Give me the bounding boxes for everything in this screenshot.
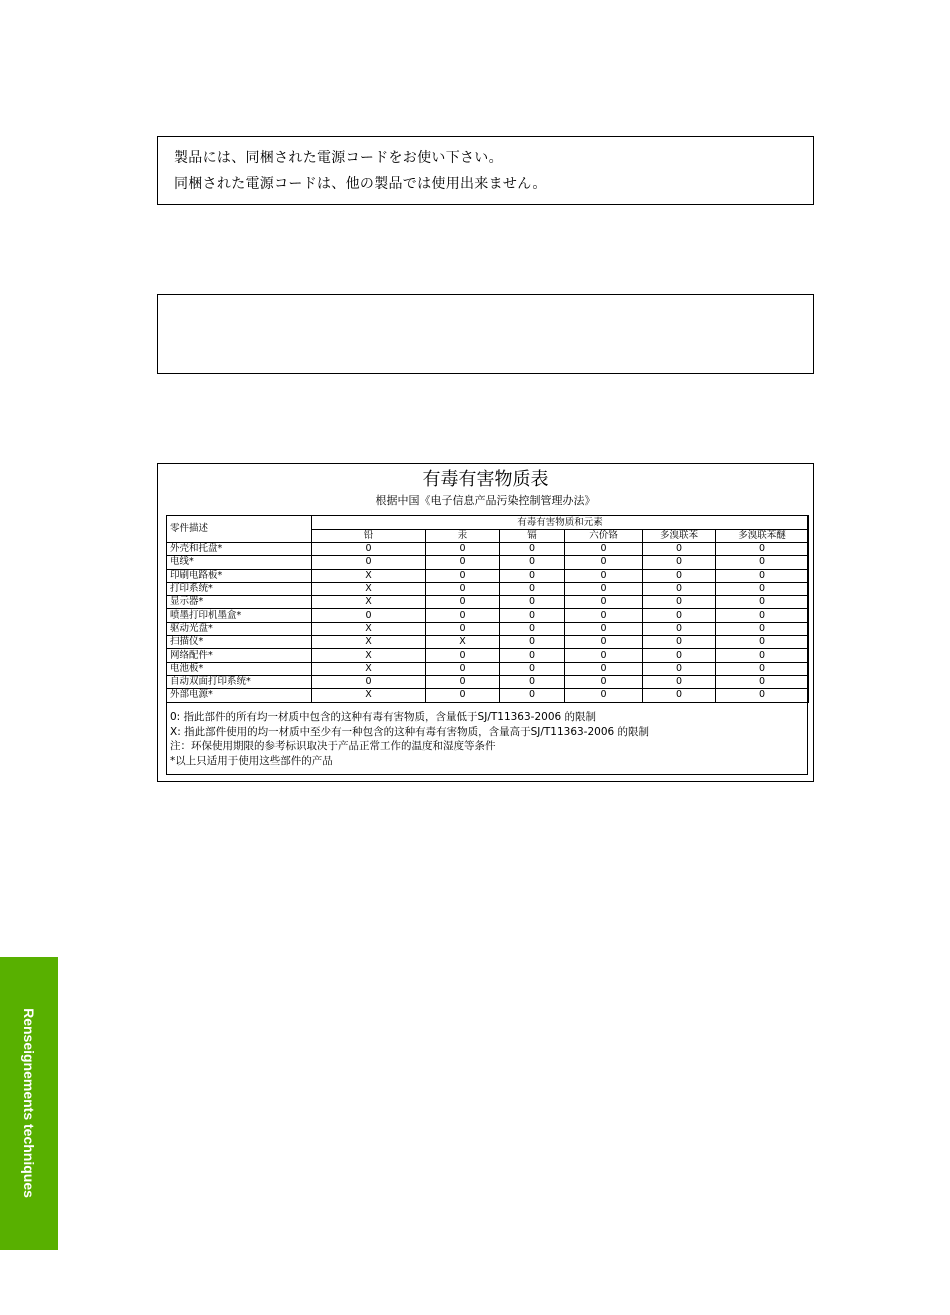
- component-name: 电池板*: [167, 662, 312, 675]
- substance-value: 0: [643, 569, 716, 582]
- substance-value: 0: [565, 622, 643, 635]
- substance-value: 0: [716, 622, 809, 635]
- substance-header: 铅: [312, 530, 426, 543]
- substance-value: 0: [643, 636, 716, 649]
- substance-value: X: [312, 649, 426, 662]
- substance-value: 0: [565, 569, 643, 582]
- substance-value: 0: [426, 675, 500, 688]
- substance-value: 0: [500, 596, 565, 609]
- substance-value: 0: [426, 689, 500, 702]
- substance-header: 多溴联苯: [643, 530, 716, 543]
- substance-value: 0: [643, 622, 716, 635]
- substance-value: 0: [500, 689, 565, 702]
- substance-value: 0: [643, 689, 716, 702]
- table-notes: [170, 710, 649, 768]
- substance-value: 0: [643, 675, 716, 688]
- component-name: 外壳和托盘*: [167, 543, 312, 556]
- table-title: 有毒有害物质表: [422, 469, 549, 490]
- substance-header: 多溴联苯醚: [716, 530, 809, 543]
- substance-header: 镉: [500, 530, 565, 543]
- substance-value: X: [312, 662, 426, 675]
- substance-value: 0: [716, 636, 809, 649]
- substance-value: 0: [565, 689, 643, 702]
- substances-header: 有毒有害物质和元素: [312, 516, 809, 530]
- empty-notice-box: [157, 294, 814, 374]
- substance-value: X: [312, 569, 426, 582]
- table-row: [167, 596, 809, 609]
- substance-value: 0: [500, 543, 565, 556]
- component-name: 显示器*: [167, 596, 312, 609]
- substance-value: 0: [500, 636, 565, 649]
- substance-value: 0: [500, 582, 565, 595]
- substance-value: 0: [716, 556, 809, 569]
- substance-value: 0: [565, 675, 643, 688]
- substance-value: 0: [312, 556, 426, 569]
- table-row: [167, 582, 809, 595]
- hazardous-substances-box: [157, 463, 814, 782]
- component-name: 扫描仪*: [167, 636, 312, 649]
- table-frame: [166, 515, 808, 775]
- substance-value: 0: [643, 582, 716, 595]
- substance-value: 0: [565, 543, 643, 556]
- substance-value: 0: [716, 569, 809, 582]
- substance-value: 0: [426, 582, 500, 595]
- substance-value: 0: [643, 543, 716, 556]
- table-row: [167, 622, 809, 635]
- substance-value: 0: [312, 543, 426, 556]
- substance-header: 汞: [426, 530, 500, 543]
- substance-value: 0: [426, 649, 500, 662]
- substance-value: 0: [565, 662, 643, 675]
- table-row: [167, 543, 809, 556]
- side-tab-label: Renseignements techniques: [21, 1008, 37, 1198]
- substance-value: 0: [716, 596, 809, 609]
- substance-value: 0: [565, 582, 643, 595]
- component-name: 电线*: [167, 556, 312, 569]
- table-row: [167, 636, 809, 649]
- substance-value: 0: [426, 569, 500, 582]
- substance-value: X: [426, 636, 500, 649]
- note-zero-definition: 0: 指此部件的所有均一材质中包含的这种有毒有害物质，含量低于SJ/T11363-2006 的限制: [170, 711, 597, 723]
- substance-value: 0: [716, 649, 809, 662]
- substance-header: 六价铬: [565, 530, 643, 543]
- substance-value: 0: [716, 609, 809, 622]
- component-header: 零件描述: [167, 516, 312, 543]
- component-name: 驱动光盘*: [167, 622, 312, 635]
- substance-value: 0: [500, 662, 565, 675]
- component-name: 网络配件*: [167, 649, 312, 662]
- substance-value: 0: [500, 556, 565, 569]
- substance-value: X: [312, 622, 426, 635]
- substance-value: 0: [716, 582, 809, 595]
- substance-value: 0: [565, 556, 643, 569]
- substance-value: 0: [716, 662, 809, 675]
- substance-value: 0: [312, 609, 426, 622]
- substance-value: 0: [565, 596, 643, 609]
- substance-value: 0: [426, 556, 500, 569]
- substance-value: X: [312, 636, 426, 649]
- substance-value: 0: [500, 675, 565, 688]
- table-subtitle: 根据中国《电子信息产品污染控制管理办法》: [375, 494, 596, 507]
- substance-value: 0: [426, 622, 500, 635]
- substance-value: 0: [565, 609, 643, 622]
- substance-value: 0: [643, 649, 716, 662]
- substance-value: 0: [716, 689, 809, 702]
- table-row: [167, 649, 809, 662]
- substance-value: X: [312, 689, 426, 702]
- section-side-tab: [0, 957, 58, 1250]
- substance-value: 0: [500, 622, 565, 635]
- substance-value: 0: [643, 556, 716, 569]
- substance-value: 0: [716, 543, 809, 556]
- note-environment-period: 注：环保使用期限的参考标识取决于产品正常工作的温度和湿度等条件: [170, 740, 496, 753]
- component-name: 喷墨打印机墨盒*: [167, 609, 312, 622]
- table-row: [167, 569, 809, 582]
- substance-value: 0: [426, 662, 500, 675]
- substance-value: 0: [426, 596, 500, 609]
- substance-value: 0: [565, 649, 643, 662]
- hazardous-substances-table: [166, 515, 809, 703]
- table-row: [167, 675, 809, 688]
- substance-value: 0: [716, 675, 809, 688]
- substance-value: 0: [312, 675, 426, 688]
- japanese-power-cord-notice: [157, 136, 814, 205]
- substance-value: 0: [500, 569, 565, 582]
- component-name: 打印系统*: [167, 582, 312, 595]
- component-name: 外部电源*: [167, 689, 312, 702]
- substance-value: 0: [565, 636, 643, 649]
- substance-value: 0: [500, 609, 565, 622]
- notice-line-2: 同梱された電源コードは、他の製品では使用出来ません。: [174, 176, 547, 192]
- table-row: [167, 556, 809, 569]
- table-row: [167, 609, 809, 622]
- component-name: 自动双面打印系统*: [167, 675, 312, 688]
- substance-value: X: [312, 582, 426, 595]
- substance-value: X: [312, 596, 426, 609]
- table-row: [167, 662, 809, 675]
- substance-value: 0: [643, 609, 716, 622]
- table-row: [167, 689, 809, 702]
- note-applicability: *以上只适用于使用这些部件的产品: [170, 754, 333, 767]
- substance-value: 0: [643, 596, 716, 609]
- substance-value: 0: [426, 543, 500, 556]
- substance-value: 0: [426, 609, 500, 622]
- substance-value: 0: [500, 649, 565, 662]
- component-name: 印刷电路板*: [167, 569, 312, 582]
- notice-line-1: 製品には、同梱された電源コードをお使い下さい。: [174, 150, 503, 166]
- substance-value: 0: [643, 662, 716, 675]
- note-x-definition: X: 指此部件使用的均一材质中至少有一种包含的这种有毒有害物质，含量高于SJ/T11363-2006 的限制: [170, 725, 650, 738]
